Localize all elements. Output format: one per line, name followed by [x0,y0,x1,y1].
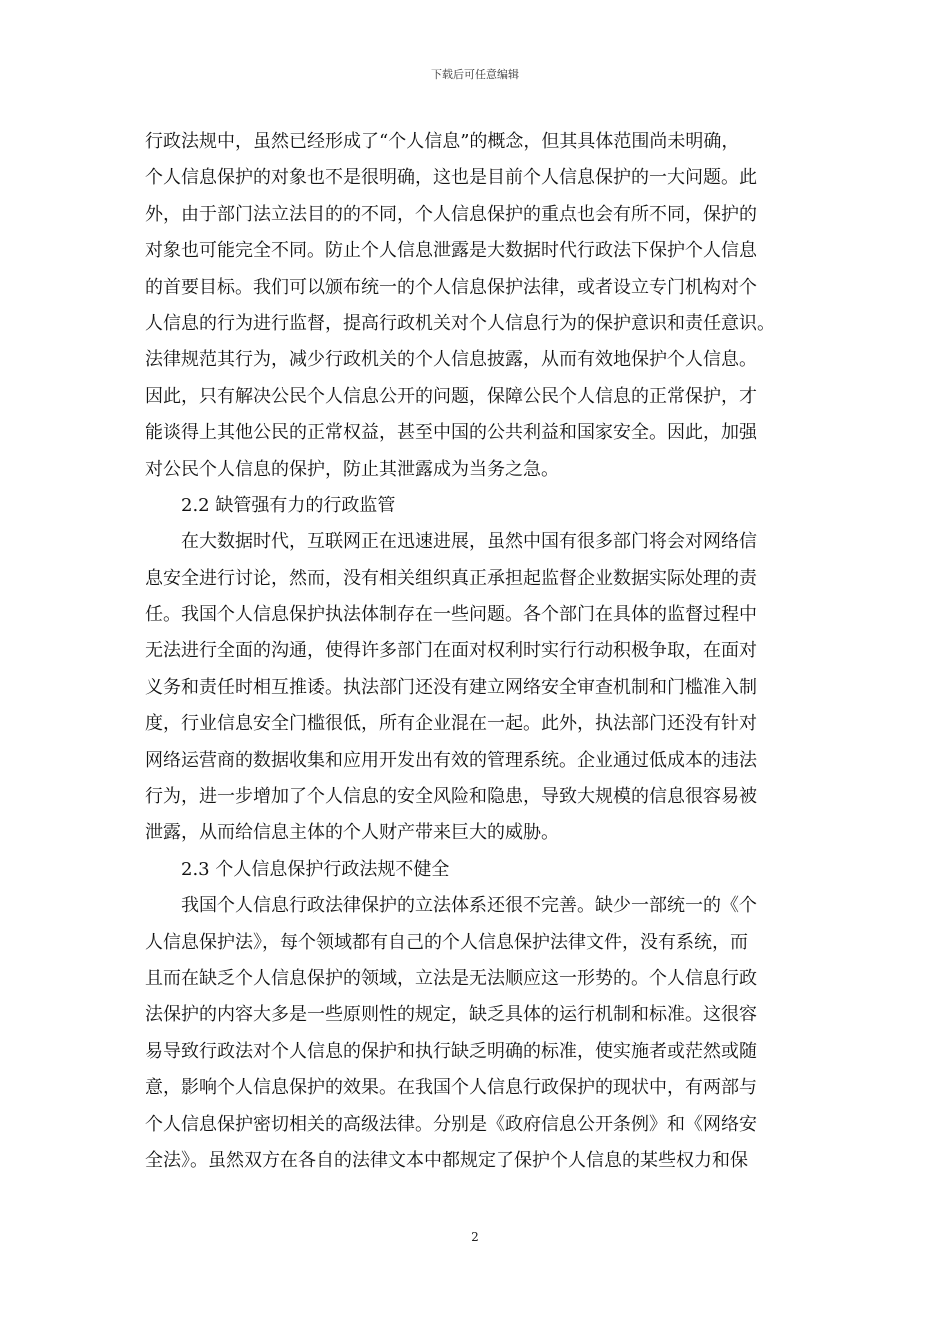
text-line: 在大数据时代，互联网正在迅速进展，虽然中国有很多部门将会对网络信 [181,531,757,553]
text-line: 的首要目标。我们可以颁布统一的个人信息保护法律，或者设立专门机构对个 [145,276,757,298]
page-number: 2 [471,1230,479,1244]
text-line: 我国个人信息行政法律保护的立法体系还很不完善。缺少一部统一的《个 [181,895,757,917]
text-line: 2.3 个人信息保护行政法规不健全 [181,858,450,880]
text-line: 行政法规中，虽然已经形成了“个人信息”的概念，但其具体范围尚未明确， [145,131,740,152]
text-line: 对象也可能完全不同。防止个人信息泄露是大数据时代行政法下保护个人信息 [145,240,757,262]
text-line: 易导致行政法对个人信息的保护和执行缺乏明确的标准，使实施者或茫然或随 [145,1040,757,1062]
text-line: 个人信息保护密切相关的高级法律。分别是《政府信息公开条例》和《网络安 [145,1113,757,1135]
text-line: 泄露，从而给信息主体的个人财产带来巨大的威胁。 [145,822,559,844]
text-line: 外，由于部门法立法目的的不同，个人信息保护的重点也会有所不同，保护的 [145,203,757,225]
text-line: 人信息保护法》，每个领域都有自己的个人信息保护法律文件，没有系统，而 [145,931,748,953]
page-header: 下载后可任意编辑 [431,68,519,81]
text-line: 能谈得上其他公民的正常权益，甚至中国的公共利益和国家安全。因此，加强 [145,422,757,444]
text-line: 个人信息保护的对象也不是很明确，这也是目前个人信息保护的一大问题。此 [145,167,757,189]
text-line: 法保护的内容大多是一些原则性的规定，缺乏具体的运行机制和标准。这很容 [145,1004,757,1026]
text-line: 无法进行全面的沟通，使得许多部门在面对权利时实行行动积极争取，在面对 [145,640,757,662]
text-line: 2.2 缺管强有力的行政监管 [181,494,396,516]
document-body [145,124,805,1179]
text-line: 度，行业信息安全门槛很低，所有企业混在一起。此外，执法部门还没有针对 [145,713,757,735]
text-line: 息安全进行讨论，然而，没有相关组织真正承担起监督企业数据实际处理的责 [145,567,757,589]
text-line: 对公民个人信息的保护，防止其泄露成为当务之急。 [145,458,559,480]
text-line: 任。我国个人信息保护执法体制存在一些问题。各个部门在具体的监督过程中 [145,604,757,626]
text-line: 全法》。虽然双方在各自的法律文本中都规定了保护个人信息的某些权力和保 [145,1149,748,1171]
text-line: 人信息的行为进行监督，提高行政机关对个人信息行为的保护意识和责任意识。 [145,312,775,334]
text-line: 义务和责任时相互推诿。执法部门还没有建立网络安全审查机制和门槛准入制 [145,676,757,698]
text-line: 法律规范其行为，减少行政机关的个人信息披露，从而有效地保护个人信息。 [145,349,757,371]
text-line: 因此，只有解决公民个人信息公开的问题，保障公民个人信息的正常保护，才 [145,385,757,407]
text-line: 网络运营商的数据收集和应用开发出有效的管理系统。企业通过低成本的违法 [145,749,757,771]
text-line: 行为，进一步增加了个人信息的安全风险和隐患，导致大规模的信息很容易被 [145,786,757,808]
text-line: 意，影响个人信息保护的效果。在我国个人信息行政保护的现状中，有两部与 [145,1077,757,1099]
text-line: 且而在缺乏个人信息保护的领域，立法是无法顺应这一形势的。个人信息行政 [145,967,757,989]
